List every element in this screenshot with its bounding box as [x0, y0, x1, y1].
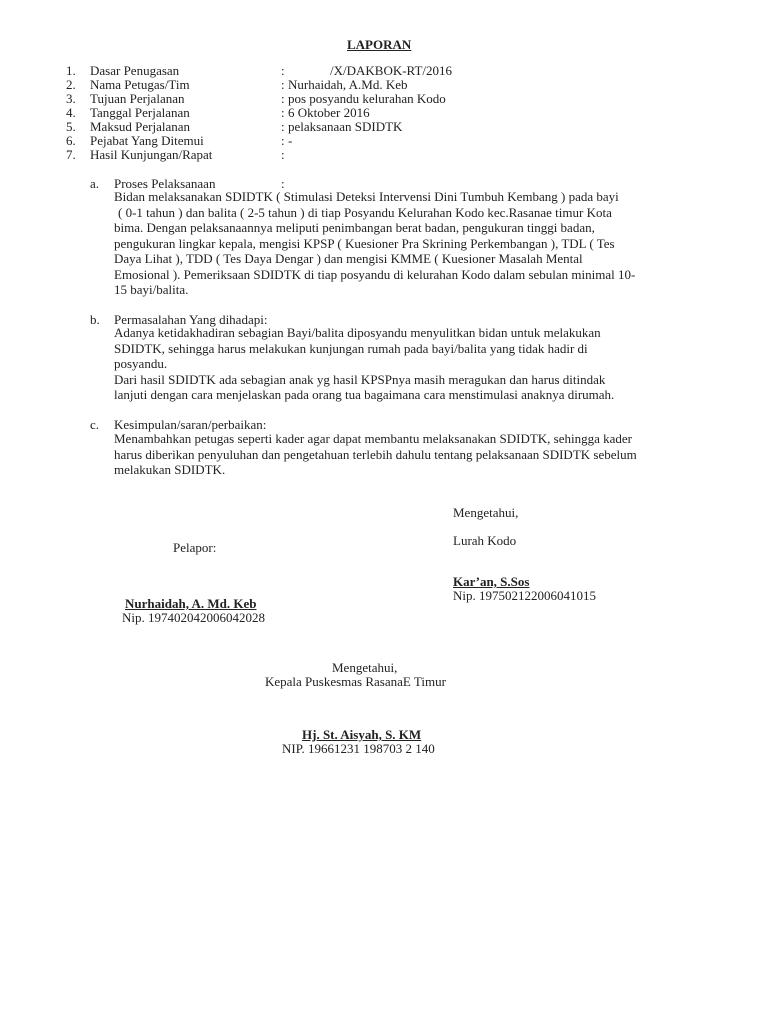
info-separator: :	[281, 91, 285, 106]
signatory-nip: Nip. 197402042006042028	[122, 610, 265, 625]
info-label: Tanggal Perjalanan	[90, 105, 190, 120]
info-number: 7.	[66, 147, 76, 162]
body-line: harus diberikan penyuluhan dan pengetahuan terlebih dahulu tentang pelaksanaan SDIDTK sebelum	[114, 446, 637, 462]
section-separator: :	[281, 176, 285, 191]
info-value: pelaksanaan SDIDTK	[288, 119, 403, 134]
body-line: 15 bayi/balita.	[114, 282, 189, 297]
body-line: pengukuran lingkar kepala, mengisi KPSP ( Kuesioner Pra Skrining Perkembangan ), TDL ( Tes	[114, 235, 615, 251]
body-line: Daya Lihat ), TDD ( Tes Daya Dengar ) dan mengisi KMME ( Kuesioner Masalah Mental	[114, 251, 583, 266]
info-separator: :	[281, 133, 285, 148]
signatory-nip: Nip. 197502122006041015	[453, 588, 596, 603]
info-number: 4.	[66, 105, 76, 120]
acknowledgement-label: Mengetahui,	[332, 660, 398, 675]
info-number: 2.	[66, 77, 76, 92]
body-line: Dari hasil SDIDTK ada sebagian anak yg hasil KPSPnya masih meragukan dan harus ditindak	[114, 371, 606, 387]
signatory-nip: NIP. 19661231 198703 2 140	[282, 741, 435, 756]
signatory-name: Kar’an, S.Sos	[453, 574, 530, 589]
acknowledgement-label: Mengetahui,	[453, 505, 519, 520]
info-number: 5.	[66, 119, 76, 134]
section-body	[114, 325, 734, 403]
info-separator: :	[281, 77, 285, 92]
body-line: melakukan SDIDTK.	[114, 462, 226, 477]
body-line: Emosional ). Pemeriksaan SDIDTK di tiap posyandu di kelurahan Kodo dalam sebulan minimal 10-	[114, 266, 636, 282]
section-heading: Permasalahan Yang dihadapi:	[114, 312, 268, 327]
body-line: lanjuti dengan cara menjelaskan pada orang tua bagaimana cara menstimulasi anaknya dirumah.	[114, 387, 615, 402]
info-number: 1.	[66, 63, 76, 78]
body-line: SDIDTK, sehingga harus melakukan kunjungan rumah pada bayi/balita yang tidak hadir di	[114, 340, 588, 356]
info-value: Nurhaidah, A.Md. Keb	[288, 77, 408, 92]
signatory-title: Lurah Kodo	[453, 533, 517, 548]
info-number: 3.	[66, 91, 76, 106]
signatory-name: Hj. St. Aisyah, S. KM	[302, 727, 422, 742]
body-line: Menambahkan petugas seperti kader agar dapat membantu melaksanakan SDIDTK, sehingga kader	[114, 431, 633, 446]
body-line: Adanya ketidakhadiran sebagian Bayi/balita diposyandu menyulitkan bidan untuk melakukan	[114, 325, 601, 340]
info-separator: :	[281, 147, 285, 162]
document-title: LAPORAN	[347, 37, 412, 52]
info-label: Nama Petugas/Tim	[90, 77, 190, 92]
body-line: Bidan melaksanakan SDIDTK ( Stimulasi Deteksi Intervensi Dini Tumbuh Kembang ) pada bayi	[114, 189, 619, 204]
signatory-title: Kepala Puskesmas RasanaE Timur	[265, 674, 446, 689]
section-letter: c.	[90, 417, 100, 432]
info-separator: :	[281, 105, 285, 120]
section-letter: b.	[90, 312, 100, 327]
info-value: pos posyandu kelurahan Kodo	[288, 91, 446, 106]
signatory-name: Nurhaidah, A. Md. Keb	[125, 596, 257, 611]
section-heading: Kesimpulan/saran/perbaikan:	[114, 417, 267, 432]
info-separator: :	[281, 63, 285, 78]
body-line: bima. Dengan pelaksanaannya meliputi penimbangan berat badan, pengukuran tinggi badan,	[114, 220, 595, 235]
info-label: Maksud Perjalanan	[90, 119, 191, 134]
body-line: posyandu.	[114, 356, 168, 371]
section-body	[114, 431, 744, 478]
reporter-label: Pelapor:	[173, 540, 217, 555]
info-value: -	[288, 133, 293, 148]
section-body	[114, 189, 734, 298]
info-value: 6 Oktober 2016	[288, 105, 370, 120]
info-value: /X/DAKBOK-RT/2016	[330, 63, 452, 78]
section-letter: a.	[90, 176, 100, 191]
info-label: Hasil Kunjungan/Rapat	[90, 147, 213, 162]
body-line: ( 0-1 tahun ) dan balita ( 2-5 tahun ) di tiap Posyandu Kelurahan Kodo kec.Rasanae timur Kota	[118, 204, 612, 220]
info-label: Pejabat Yang Ditemui	[90, 133, 204, 148]
info-number: 6.	[66, 133, 76, 148]
info-separator: :	[281, 119, 285, 134]
section-heading: Proses Pelaksanaan	[114, 176, 216, 191]
info-label: Tujuan Perjalanan	[90, 91, 185, 106]
info-label: Dasar Penugasan	[90, 63, 180, 78]
